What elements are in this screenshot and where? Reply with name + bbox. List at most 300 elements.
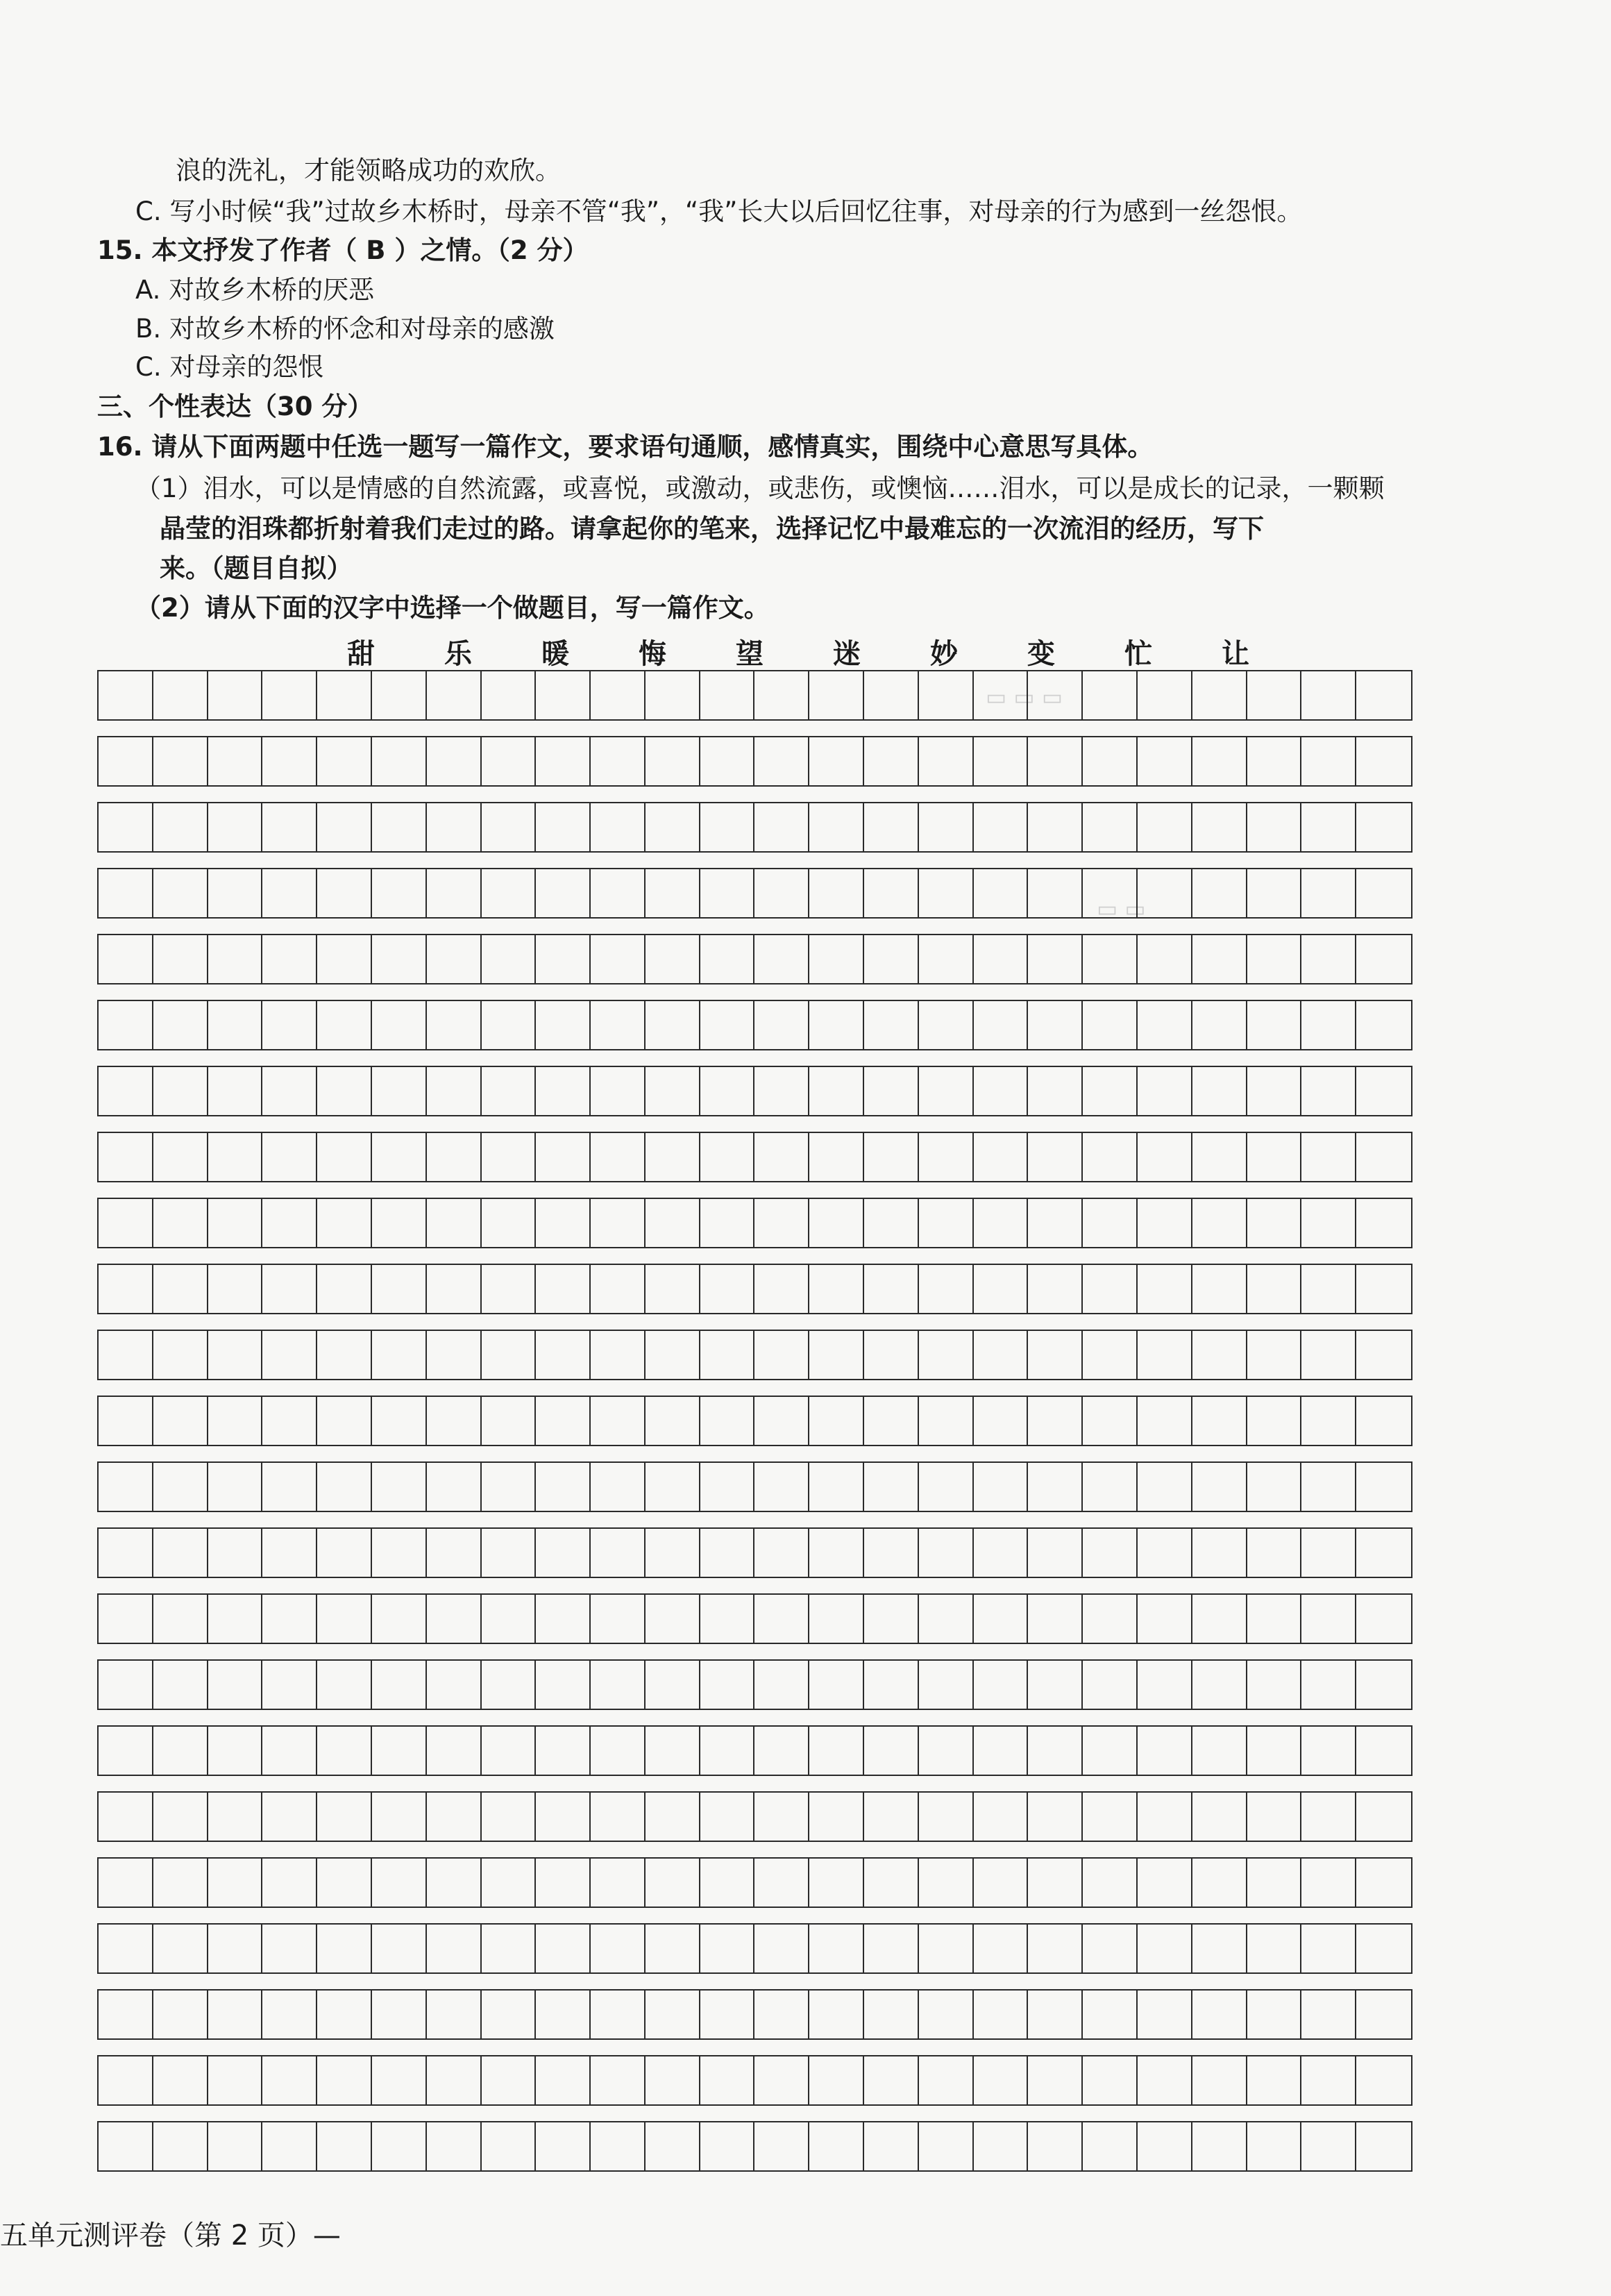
grid-cell[interactable] — [317, 1133, 372, 1181]
grid-cell[interactable] — [646, 1199, 700, 1247]
grid-cell[interactable] — [974, 935, 1029, 983]
grid-cell[interactable] — [372, 1661, 427, 1709]
grid-cell[interactable] — [700, 2122, 755, 2170]
grid-cell[interactable] — [1138, 1199, 1192, 1247]
grid-cell[interactable] — [1356, 1859, 1411, 1907]
grid-cell[interactable] — [208, 1001, 263, 1049]
grid-cell[interactable] — [427, 1067, 482, 1115]
grid-cell[interactable] — [208, 803, 263, 851]
grid-cell[interactable] — [1138, 671, 1192, 719]
grid-cell[interactable] — [864, 1727, 919, 1775]
grid-cell[interactable] — [317, 1199, 372, 1247]
grid-cell[interactable] — [1083, 935, 1138, 983]
grid-cell[interactable] — [372, 1133, 427, 1181]
grid-cell[interactable] — [809, 1331, 864, 1379]
grid-cell[interactable] — [1138, 935, 1192, 983]
grid-cell[interactable] — [427, 1793, 482, 1841]
grid-cell[interactable] — [372, 1529, 427, 1577]
grid-cell[interactable] — [1192, 1265, 1247, 1313]
grid-cell[interactable] — [919, 935, 974, 983]
grid-cell[interactable] — [1356, 1595, 1411, 1643]
grid-cell[interactable] — [317, 2056, 372, 2104]
grid-cell[interactable] — [208, 2056, 263, 2104]
grid-cell[interactable] — [99, 1661, 153, 1709]
grid-cell[interactable] — [974, 1925, 1029, 1972]
grid-cell[interactable] — [1138, 1529, 1192, 1577]
grid-cell[interactable] — [262, 671, 317, 719]
grid-cell[interactable] — [809, 737, 864, 785]
grid-cell[interactable] — [427, 1001, 482, 1049]
grid-cell[interactable] — [1247, 2122, 1302, 2170]
grid-cell[interactable] — [482, 1595, 537, 1643]
grid-cell[interactable] — [974, 1463, 1029, 1511]
grid-cell[interactable] — [919, 671, 974, 719]
grid-cell[interactable] — [482, 1463, 537, 1511]
grid-cell[interactable] — [1356, 803, 1411, 851]
grid-cell[interactable] — [153, 1001, 208, 1049]
grid-cell[interactable] — [754, 1991, 809, 2038]
grid-cell[interactable] — [700, 1199, 755, 1247]
grid-cell[interactable] — [809, 1133, 864, 1181]
grid-cell[interactable] — [1083, 1727, 1138, 1775]
grid-cell[interactable] — [317, 1067, 372, 1115]
grid-cell[interactable] — [1301, 1793, 1356, 1841]
grid-cell[interactable] — [646, 1265, 700, 1313]
grid-cell[interactable] — [1301, 1529, 1356, 1577]
grid-cell[interactable] — [1028, 1001, 1083, 1049]
grid-cell[interactable] — [317, 1265, 372, 1313]
grid-cell[interactable] — [1247, 1595, 1302, 1643]
grid-cell[interactable] — [482, 1529, 537, 1577]
grid-cell[interactable] — [208, 869, 263, 917]
grid-cell[interactable] — [1028, 1595, 1083, 1643]
grid-cell[interactable] — [1083, 1265, 1138, 1313]
grid-cell[interactable] — [646, 1397, 700, 1445]
grid-cell[interactable] — [809, 1859, 864, 1907]
grid-cell[interactable] — [317, 1397, 372, 1445]
grid-cell[interactable] — [700, 737, 755, 785]
grid-cell[interactable] — [482, 935, 537, 983]
grid-cell[interactable] — [262, 737, 317, 785]
grid-cell[interactable] — [99, 803, 153, 851]
grid-cell[interactable] — [1356, 1001, 1411, 1049]
grid-cell[interactable] — [1083, 1331, 1138, 1379]
grid-cell[interactable] — [99, 1925, 153, 1972]
grid-cell[interactable] — [754, 1463, 809, 1511]
grid-cell[interactable] — [974, 1331, 1029, 1379]
grid-cell[interactable] — [754, 1067, 809, 1115]
grid-cell[interactable] — [1083, 1661, 1138, 1709]
grid-cell[interactable] — [262, 1925, 317, 1972]
grid-cell[interactable] — [646, 1529, 700, 1577]
grid-cell[interactable] — [262, 1265, 317, 1313]
grid-cell[interactable] — [482, 1991, 537, 2038]
grid-cell[interactable] — [372, 1925, 427, 1972]
grid-cell[interactable] — [262, 1793, 317, 1841]
grid-cell[interactable] — [372, 935, 427, 983]
grid-cell[interactable] — [536, 1397, 591, 1445]
grid-cell[interactable] — [1301, 803, 1356, 851]
grid-cell[interactable] — [700, 1991, 755, 2038]
grid-cell[interactable] — [427, 2122, 482, 2170]
grid-cell[interactable] — [1301, 1397, 1356, 1445]
grid-cell[interactable] — [1247, 1925, 1302, 1972]
grid-cell[interactable] — [1356, 2056, 1411, 2104]
grid-cell[interactable] — [919, 1859, 974, 1907]
grid-cell[interactable] — [427, 1199, 482, 1247]
grid-cell[interactable] — [809, 1067, 864, 1115]
grid-cell[interactable] — [700, 1133, 755, 1181]
grid-cell[interactable] — [591, 1265, 646, 1313]
grid-cell[interactable] — [482, 1925, 537, 1972]
grid-cell[interactable] — [427, 1595, 482, 1643]
grid-cell[interactable] — [1356, 1463, 1411, 1511]
grid-cell[interactable] — [1138, 1331, 1192, 1379]
grid-cell[interactable] — [427, 2056, 482, 2104]
grid-cell[interactable] — [809, 869, 864, 917]
grid-cell[interactable] — [1192, 1793, 1247, 1841]
grid-cell[interactable] — [482, 869, 537, 917]
grid-cell[interactable] — [700, 2056, 755, 2104]
grid-cell[interactable] — [208, 1529, 263, 1577]
grid-cell[interactable] — [482, 1859, 537, 1907]
grid-cell[interactable] — [1301, 1199, 1356, 1247]
grid-cell[interactable] — [372, 869, 427, 917]
grid-cell[interactable] — [99, 1067, 153, 1115]
grid-cell[interactable] — [427, 1133, 482, 1181]
grid-cell[interactable] — [974, 1529, 1029, 1577]
grid-cell[interactable] — [372, 803, 427, 851]
grid-cell[interactable] — [591, 1925, 646, 1972]
grid-cell[interactable] — [591, 1397, 646, 1445]
grid-cell[interactable] — [317, 1859, 372, 1907]
grid-cell[interactable] — [1247, 803, 1302, 851]
grid-cell[interactable] — [809, 1595, 864, 1643]
grid-cell[interactable] — [919, 1925, 974, 1972]
grid-cell[interactable] — [974, 737, 1029, 785]
grid-cell[interactable] — [1247, 1727, 1302, 1775]
grid-cell[interactable] — [754, 1859, 809, 1907]
grid-cell[interactable] — [1247, 1529, 1302, 1577]
grid-cell[interactable] — [700, 803, 755, 851]
grid-cell[interactable] — [1028, 2122, 1083, 2170]
grid-cell[interactable] — [317, 1727, 372, 1775]
grid-cell[interactable] — [919, 1991, 974, 2038]
grid-cell[interactable] — [1192, 1727, 1247, 1775]
grid-cell[interactable] — [1192, 671, 1247, 719]
grid-cell[interactable] — [700, 1463, 755, 1511]
grid-cell[interactable] — [754, 803, 809, 851]
grid-cell[interactable] — [1301, 1463, 1356, 1511]
grid-cell[interactable] — [208, 1397, 263, 1445]
grid-cell[interactable] — [974, 1265, 1029, 1313]
grid-cell[interactable] — [1192, 1067, 1247, 1115]
grid-cell[interactable] — [591, 1199, 646, 1247]
grid-cell[interactable] — [864, 1199, 919, 1247]
grid-cell[interactable] — [864, 1265, 919, 1313]
grid-cell[interactable] — [809, 2056, 864, 2104]
grid-cell[interactable] — [591, 2122, 646, 2170]
grid-cell[interactable] — [1247, 1265, 1302, 1313]
grid-cell[interactable] — [1192, 1991, 1247, 2038]
grid-cell[interactable] — [1247, 737, 1302, 785]
grid-cell[interactable] — [1138, 1463, 1192, 1511]
grid-cell[interactable] — [1356, 1265, 1411, 1313]
grid-cell[interactable] — [317, 935, 372, 983]
grid-cell[interactable] — [864, 803, 919, 851]
grid-cell[interactable] — [1247, 1793, 1302, 1841]
grid-cell[interactable] — [700, 1331, 755, 1379]
grid-cell[interactable] — [700, 1727, 755, 1775]
grid-cell[interactable] — [1356, 1727, 1411, 1775]
grid-cell[interactable] — [153, 1661, 208, 1709]
grid-cell[interactable] — [1192, 1001, 1247, 1049]
grid-cell[interactable] — [700, 1067, 755, 1115]
grid-cell[interactable] — [864, 1463, 919, 1511]
grid-cell[interactable] — [427, 1661, 482, 1709]
grid-cell[interactable] — [1083, 1133, 1138, 1181]
grid-cell[interactable] — [919, 869, 974, 917]
grid-cell[interactable] — [208, 1265, 263, 1313]
grid-cell[interactable] — [1138, 1793, 1192, 1841]
grid-cell[interactable] — [1138, 2122, 1192, 2170]
grid-cell[interactable] — [1192, 803, 1247, 851]
grid-cell[interactable] — [208, 2122, 263, 2170]
grid-cell[interactable] — [974, 1001, 1029, 1049]
grid-cell[interactable] — [864, 2056, 919, 2104]
grid-cell[interactable] — [262, 1331, 317, 1379]
grid-cell[interactable] — [317, 1463, 372, 1511]
grid-cell[interactable] — [208, 1331, 263, 1379]
grid-cell[interactable] — [262, 1727, 317, 1775]
grid-cell[interactable] — [262, 869, 317, 917]
grid-cell[interactable] — [208, 1793, 263, 1841]
grid-cell[interactable] — [208, 1661, 263, 1709]
grid-cell[interactable] — [591, 1067, 646, 1115]
grid-cell[interactable] — [809, 1727, 864, 1775]
grid-cell[interactable] — [1028, 1925, 1083, 1972]
grid-cell[interactable] — [919, 2056, 974, 2104]
grid-cell[interactable] — [372, 737, 427, 785]
grid-cell[interactable] — [646, 1991, 700, 2038]
grid-cell[interactable] — [536, 1001, 591, 1049]
grid-cell[interactable] — [482, 1661, 537, 1709]
grid-cell[interactable] — [754, 671, 809, 719]
grid-cell[interactable] — [317, 1331, 372, 1379]
grid-cell[interactable] — [208, 935, 263, 983]
grid-cell[interactable] — [1247, 1199, 1302, 1247]
grid-cell[interactable] — [700, 1793, 755, 1841]
grid-cell[interactable] — [1247, 1463, 1302, 1511]
grid-cell[interactable] — [208, 1133, 263, 1181]
grid-cell[interactable] — [1138, 1595, 1192, 1643]
grid-cell[interactable] — [1356, 2122, 1411, 2170]
grid-cell[interactable] — [1247, 1133, 1302, 1181]
grid-cell[interactable] — [591, 1793, 646, 1841]
grid-cell[interactable] — [919, 1265, 974, 1313]
grid-cell[interactable] — [262, 1001, 317, 1049]
grid-cell[interactable] — [482, 1265, 537, 1313]
grid-cell[interactable] — [482, 1331, 537, 1379]
grid-cell[interactable] — [1301, 1067, 1356, 1115]
grid-cell[interactable] — [208, 1859, 263, 1907]
grid-cell[interactable] — [153, 737, 208, 785]
grid-cell[interactable] — [1192, 737, 1247, 785]
grid-cell[interactable] — [591, 1991, 646, 2038]
grid-cell[interactable] — [700, 1595, 755, 1643]
grid-cell[interactable] — [700, 1925, 755, 1972]
grid-cell[interactable] — [153, 1595, 208, 1643]
grid-cell[interactable] — [536, 1661, 591, 1709]
grid-cell[interactable] — [809, 1463, 864, 1511]
grid-cell[interactable] — [1083, 1199, 1138, 1247]
grid-cell[interactable] — [919, 1397, 974, 1445]
grid-cell[interactable] — [974, 1859, 1029, 1907]
grid-cell[interactable] — [262, 2056, 317, 2104]
grid-cell[interactable] — [99, 1265, 153, 1313]
grid-cell[interactable] — [317, 1661, 372, 1709]
grid-cell[interactable] — [1083, 1001, 1138, 1049]
grid-cell[interactable] — [1138, 803, 1192, 851]
grid-cell[interactable] — [919, 1133, 974, 1181]
grid-cell[interactable] — [864, 869, 919, 917]
grid-cell[interactable] — [754, 2056, 809, 2104]
grid-cell[interactable] — [372, 2056, 427, 2104]
grid-cell[interactable] — [482, 737, 537, 785]
grid-cell[interactable] — [1192, 1661, 1247, 1709]
grid-cell[interactable] — [372, 1001, 427, 1049]
grid-cell[interactable] — [974, 1727, 1029, 1775]
grid-cell[interactable] — [1247, 1001, 1302, 1049]
grid-cell[interactable] — [919, 1793, 974, 1841]
grid-cell[interactable] — [700, 1397, 755, 1445]
grid-cell[interactable] — [646, 803, 700, 851]
grid-cell[interactable] — [536, 803, 591, 851]
grid-cell[interactable] — [427, 1859, 482, 1907]
grid-cell[interactable] — [99, 1727, 153, 1775]
grid-cell[interactable] — [1247, 1397, 1302, 1445]
grid-cell[interactable] — [754, 1661, 809, 1709]
grid-cell[interactable] — [99, 1859, 153, 1907]
grid-cell[interactable] — [536, 1199, 591, 1247]
grid-cell[interactable] — [153, 2122, 208, 2170]
grid-cell[interactable] — [1356, 1133, 1411, 1181]
grid-cell[interactable] — [864, 1001, 919, 1049]
grid-cell[interactable] — [153, 1793, 208, 1841]
grid-cell[interactable] — [754, 1397, 809, 1445]
grid-cell[interactable] — [317, 1001, 372, 1049]
grid-cell[interactable] — [1083, 737, 1138, 785]
grid-cell[interactable] — [317, 1991, 372, 2038]
grid-cell[interactable] — [99, 671, 153, 719]
grid-cell[interactable] — [317, 1595, 372, 1643]
grid-cell[interactable] — [1301, 1331, 1356, 1379]
grid-cell[interactable] — [1247, 869, 1302, 917]
grid-cell[interactable] — [1083, 1859, 1138, 1907]
grid-cell[interactable] — [919, 1001, 974, 1049]
grid-cell[interactable] — [974, 1397, 1029, 1445]
grid-cell[interactable] — [536, 1793, 591, 1841]
grid-cell[interactable] — [864, 2122, 919, 2170]
grid-cell[interactable] — [1138, 737, 1192, 785]
grid-cell[interactable] — [646, 1595, 700, 1643]
grid-cell[interactable] — [1138, 1661, 1192, 1709]
grid-cell[interactable] — [1356, 1397, 1411, 1445]
grid-cell[interactable] — [99, 1793, 153, 1841]
grid-cell[interactable] — [427, 1991, 482, 2038]
grid-cell[interactable] — [864, 1661, 919, 1709]
grid-cell[interactable] — [864, 1859, 919, 1907]
grid-cell[interactable] — [1301, 869, 1356, 917]
grid-cell[interactable] — [1192, 1397, 1247, 1445]
grid-cell[interactable] — [536, 737, 591, 785]
grid-cell[interactable] — [427, 1529, 482, 1577]
grid-cell[interactable] — [427, 1265, 482, 1313]
grid-cell[interactable] — [372, 1727, 427, 1775]
grid-cell[interactable] — [974, 2122, 1029, 2170]
grid-cell[interactable] — [153, 869, 208, 917]
grid-cell[interactable] — [1138, 1727, 1192, 1775]
grid-cell[interactable] — [153, 1397, 208, 1445]
grid-cell[interactable] — [1028, 1199, 1083, 1247]
grid-cell[interactable] — [482, 1001, 537, 1049]
grid-cell[interactable] — [153, 1529, 208, 1577]
grid-cell[interactable] — [99, 1397, 153, 1445]
grid-cell[interactable] — [864, 1067, 919, 1115]
grid-cell[interactable] — [1192, 1331, 1247, 1379]
grid-cell[interactable] — [754, 869, 809, 917]
grid-cell[interactable] — [1192, 2122, 1247, 2170]
grid-cell[interactable] — [536, 869, 591, 917]
grid-cell[interactable] — [1301, 1925, 1356, 1972]
grid-cell[interactable] — [1301, 1133, 1356, 1181]
grid-cell[interactable] — [153, 2056, 208, 2104]
grid-cell[interactable] — [646, 1661, 700, 1709]
grid-cell[interactable] — [317, 1925, 372, 1972]
grid-cell[interactable] — [1028, 1727, 1083, 1775]
grid-cell[interactable] — [646, 1793, 700, 1841]
grid-cell[interactable] — [591, 1001, 646, 1049]
grid-cell[interactable] — [1356, 1661, 1411, 1709]
grid-cell[interactable] — [482, 2056, 537, 2104]
grid-cell[interactable] — [974, 1793, 1029, 1841]
grid-cell[interactable] — [864, 935, 919, 983]
grid-cell[interactable] — [974, 1991, 1029, 2038]
grid-cell[interactable] — [99, 1199, 153, 1247]
grid-cell[interactable] — [1192, 935, 1247, 983]
grid-cell[interactable] — [1138, 1133, 1192, 1181]
grid-cell[interactable] — [1138, 869, 1192, 917]
grid-cell[interactable] — [1083, 1925, 1138, 1972]
grid-cell[interactable] — [482, 1793, 537, 1841]
grid-cell[interactable] — [1356, 1793, 1411, 1841]
grid-cell[interactable] — [591, 671, 646, 719]
grid-cell[interactable] — [153, 1067, 208, 1115]
grid-cell[interactable] — [809, 1397, 864, 1445]
grid-cell[interactable] — [754, 1727, 809, 1775]
grid-cell[interactable] — [1301, 2056, 1356, 2104]
grid-cell[interactable] — [536, 1727, 591, 1775]
grid-cell[interactable] — [591, 1463, 646, 1511]
grid-cell[interactable] — [1083, 1397, 1138, 1445]
grid-cell[interactable] — [262, 803, 317, 851]
grid-cell[interactable] — [482, 1397, 537, 1445]
grid-cell[interactable] — [864, 737, 919, 785]
grid-cell[interactable] — [700, 1265, 755, 1313]
grid-cell[interactable] — [591, 1661, 646, 1709]
grid-cell[interactable] — [262, 1199, 317, 1247]
grid-cell[interactable] — [482, 803, 537, 851]
